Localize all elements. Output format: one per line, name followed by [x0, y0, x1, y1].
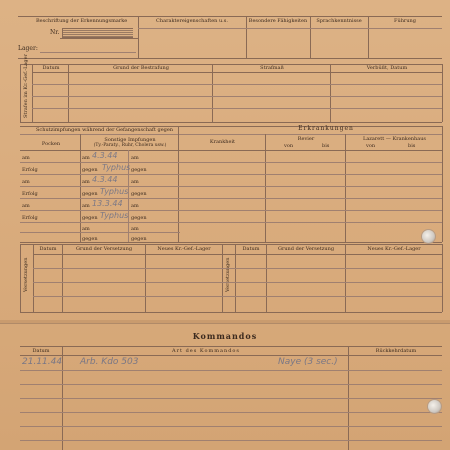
hw-typhus-3: Typhus: [100, 211, 129, 220]
strafen-side-label: Strafen im Kr.-Gef.-Lager: [23, 54, 29, 118]
sonstige-sub-header: (Ty.-Paraty., Ruhr, Cholera usw.): [93, 143, 167, 148]
s2-am-4: am: [131, 226, 139, 232]
s-am-2: am: [82, 179, 90, 185]
vers-datum-l: Datum: [39, 246, 57, 252]
kommandos-title: Kommandos: [192, 331, 258, 341]
vers-grund-l: Grund der Versetzung: [75, 246, 133, 252]
erkennung-label: Beschriftung der Erkennungsmarke: [36, 18, 128, 24]
row1-am: am: [22, 155, 30, 161]
s2-am-2: am: [131, 179, 139, 185]
pocken-header: Pocken: [41, 141, 61, 147]
faehigkeiten-label: Besondere Fähigkeiten: [248, 18, 308, 24]
kommando-hw-datum: 21.11.44: [22, 357, 63, 367]
row5-am: am: [22, 203, 30, 209]
impfungen-title: Schutzimpfungen während der Gefangenschaft gegen: [36, 127, 174, 133]
nr-box: [62, 28, 133, 38]
row3-am: am: [22, 179, 30, 185]
krankheit-header: Krankheit: [209, 139, 236, 145]
sprachen-label: Sprachkenntnisse: [316, 18, 362, 24]
charakter-label: Charaktereigenschaften u.s.: [156, 18, 228, 24]
hw-date-2: 4.3.44: [92, 175, 118, 184]
punch-hole-upper: [422, 230, 435, 243]
s-gegen-1: gegen: [82, 167, 98, 173]
punch-hole-lower: [428, 400, 441, 413]
strafen-grund-header: Grund der Bestrafung: [113, 65, 169, 71]
hw-date-3: 13.3.44: [92, 199, 123, 208]
s2-gegen-2: gegen: [131, 191, 147, 197]
s-gegen-4: gegen: [82, 236, 98, 242]
s-gegen-2: gegen: [82, 191, 98, 197]
s2-am-3: am: [131, 203, 139, 209]
versetzungen-side-label-left: Versetzungen: [23, 257, 29, 292]
kommandos-rueckkehr-header: Rückkehrdatum: [375, 348, 417, 354]
versetzungen-side-label-right: Versetzungen: [225, 257, 231, 292]
s2-gegen-1: gegen: [131, 167, 147, 173]
lazarett-von: von: [366, 143, 376, 149]
s2-gegen-3: gegen: [131, 215, 147, 221]
kommando-hw-note: Naye (3 sec.): [278, 357, 338, 367]
revier-bis: bis: [322, 143, 330, 149]
row4-erfolg: Erfolg: [22, 191, 38, 197]
s-am-3: am: [82, 203, 90, 209]
s2-gegen-4: gegen: [131, 236, 147, 242]
vers-grund-r: Grund der Versetzung: [277, 246, 335, 252]
s2-am-1: am: [131, 155, 139, 161]
hw-typhus-1: Typhus: [102, 163, 131, 172]
erkrankungen-title: Erkrankungen: [298, 125, 354, 132]
revier-von: von: [284, 143, 294, 149]
kommando-hw-art: Arb. Kdo 503: [80, 357, 139, 367]
vers-datum-r: Datum: [242, 246, 260, 252]
kommandos-datum-header: Datum: [32, 348, 50, 354]
kommandos-art-header: Art des Kommandos: [172, 348, 240, 354]
strafen-datum-header: Datum: [42, 65, 60, 71]
lazarett-bis: bis: [408, 143, 416, 149]
row2-erfolg: Erfolg: [22, 167, 38, 173]
nr-label: Nr.: [50, 29, 60, 36]
fuehrung-label: Führung: [394, 18, 416, 24]
lazarett-header: Lazarett — Krankenhaus: [363, 136, 426, 142]
hw-date-1: 4.3.44: [92, 151, 118, 160]
hw-typhus-2: Typhus: [100, 187, 129, 196]
vers-neues-r: Neues Kr.-Gef.-Lager: [367, 246, 421, 252]
row6-erfolg: Erfolg: [22, 215, 38, 221]
strafen-verbuesst-header: Verbüßt, Datum: [366, 65, 408, 71]
revier-header: Revier: [297, 136, 315, 142]
vers-neues-l: Neues Kr.-Gef.-Lager: [157, 246, 211, 252]
sonstige-header: Sonstige Impfungen: [104, 137, 156, 143]
s-am-4: am: [82, 226, 90, 232]
strafen-strafmass-header: Strafmaß: [260, 65, 284, 71]
lager-label: Lager:: [18, 45, 38, 52]
s-gegen-3: gegen: [82, 215, 98, 221]
s-am-1: am: [82, 155, 90, 161]
